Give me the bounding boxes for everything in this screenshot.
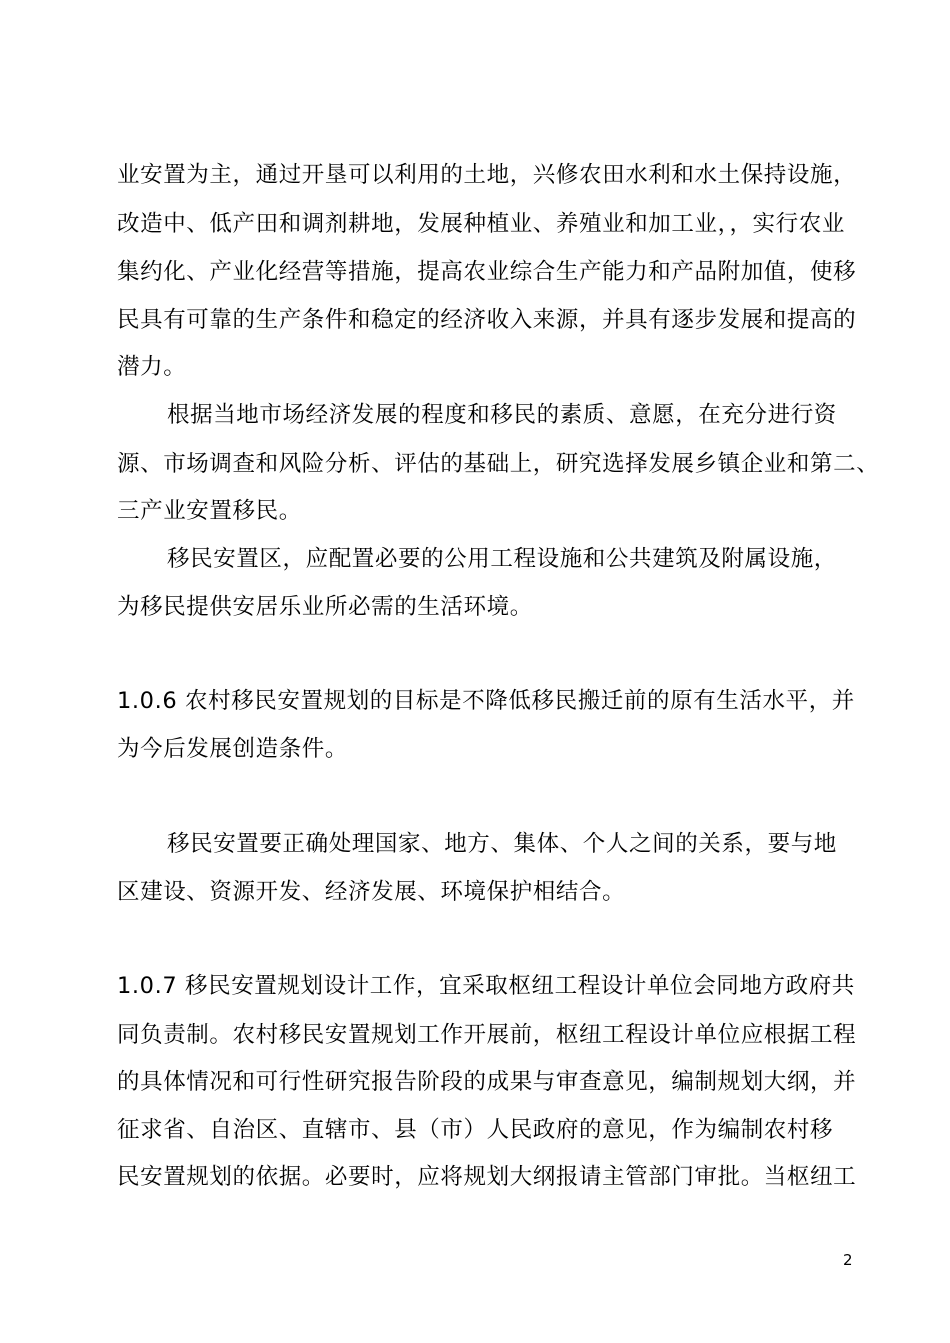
section-line: 1.0.7 移民安置规划设计工作，宜采取枢纽工程设计单位会同地方政府共 [117,973,855,999]
text-line: 民具有可靠的生产条件和稳定的经济收入来源，并具有逐步发展和提高的 [117,307,857,333]
text-line: 改造中、低产田和调剂耕地，发展种植业、养殖业和加工业，，实行农业 [117,211,845,237]
section-line: 1.0.6 农村移民安置规划的目标是不降低移民搬迁前的原有生活水平，并 [117,688,855,714]
text-line: 集约化、产业化经营等措施，提高农业综合生产能力和产品附加值，使移 [117,259,857,285]
text-line: 为移民提供安居乐业所必需的生活环境。 [117,594,533,620]
text-line: 的具体情况和可行性研究报告阶段的成果与审查意见，编制规划大纲，并 [117,1069,857,1095]
text-line: 移民安置要正确处理国家、地方、集体、个人之间的关系，要与地 [167,831,837,857]
text-line: 为今后发展创造条件。 [117,736,349,762]
text-line: 三产业安置移民。 [117,498,302,524]
text-line: 业安置为主，通过开垦可以利用的土地，兴修农田水利和水土保持设施， [117,162,857,188]
text-line: 移民安置区，应配置必要的公用工程设施和公共建筑及附属设施， [167,546,837,572]
text-line: 源、市场调查和风险分析、评估的基础上，研究选择发展乡镇企业和第二、 [117,451,880,477]
text-line: 区建设、资源开发、经济发展、环境保护相结合。 [117,879,626,905]
text-line: 潜力。 [117,354,187,380]
text-line: 民安置规划的依据。必要时，应将规划大纲报请主管部门审批。当枢纽工 [117,1164,857,1190]
text-line: 根据当地市场经济发展的程度和移民的素质、意愿，在充分进行资 [167,402,837,428]
text-line: 同负责制。农村移民安置规划工作开展前，枢纽工程设计单位应根据工程 [117,1022,857,1048]
text-line: 征求省、自治区、直辖市、县（市）人民政府的意见，作为编制农村移 [117,1117,834,1143]
page-number: 2 [843,1251,853,1269]
